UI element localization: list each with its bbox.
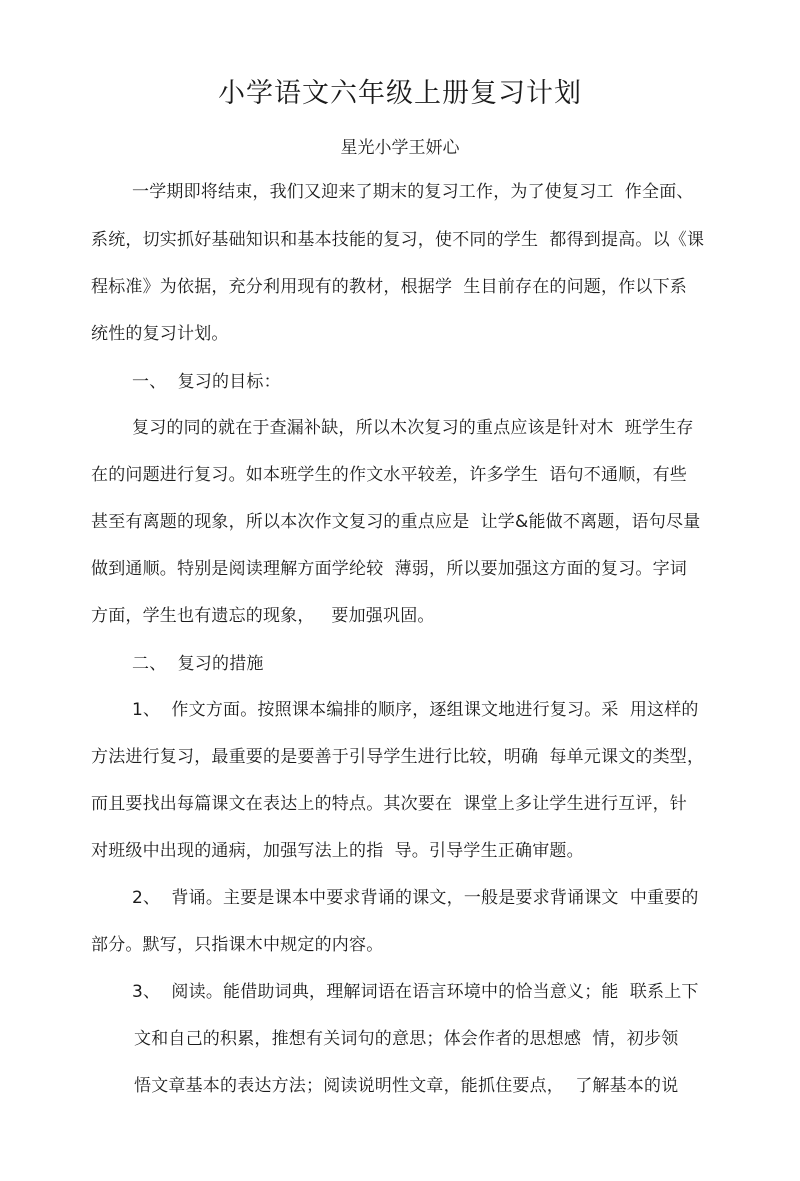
paragraph-line: 文和自己的积累，推想有关词句的意思；体会作者的思想感 情，初步领 [134, 1029, 679, 1049]
paragraph-line: 一学期即将结束，我们又迎来了期末的复习工作，为了使复习工 作全面、 [132, 182, 694, 202]
document-author: 星光小学王妍心 [340, 138, 460, 158]
paragraph-line: 在的问题进行复习。如本班学生的作文水平较差，许多学生 语句不通顺，有些 [91, 465, 688, 485]
paragraph-line: 复习的同的就在于查漏补缺，所以木次复习的重点应该是针对木 班学生存 [132, 418, 694, 438]
paragraph-line: 方面，学生也有遗忘的现象， 要加强巩固。 [91, 606, 435, 626]
paragraph-line: 方法进行复习，最重要的是要善于引导学生进行比较，明确 每单元课文的类型， [91, 747, 705, 767]
paragraph-line: 而且要找出每篇课文在表达上的特点。其次要在 课堂上多让学生进行互评，针 [91, 794, 688, 814]
paragraph-line: 2、 背诵。主要是课本中要求背诵的课文，一般是要求背诵课文 中重要的 [132, 888, 699, 908]
paragraph-line: 1、 作文方面。按照课本编排的顺序，逐组课文地进行复习。采 用这样的 [132, 700, 699, 720]
paragraph-line: 甚至有离题的现象，所以本次作文复习的重点应是 让学&能做不离题，语句尽量 [91, 512, 701, 532]
paragraph-line: 对班级中出现的通病，加强写法上的指 导。引导学生正确审题。 [91, 841, 584, 861]
paragraph-line: 统性的复习计划。 [91, 324, 229, 344]
paragraph-line: 部分。默写，只指课木中规定的内容。 [91, 935, 384, 955]
paragraph-line: 程标准》为依据，充分利用现有的教材，根据学 生目前存在的问题，作以下系 [91, 277, 688, 297]
paragraph-line: 做到通顺。特别是阅读理解方面学纶较 薄弱，所以要加强这方面的复习。字词 [91, 559, 688, 579]
paragraph-line: 系统，切实抓好基础知识和基本技能的复习，使不同的学生 都得到提高。以《课 [91, 230, 705, 250]
section-heading: 一、 复习的目标： [132, 372, 281, 392]
paragraph-line: 3、 阅读。能借助词典，理解词语在语言环境中的恰当意义；能 联系上下 [132, 982, 699, 1002]
section-heading: 二、 复习的措施 [132, 654, 264, 674]
document-title: 小学语文六年级上册复习计划 [218, 78, 582, 109]
paragraph-line: 悟文章基本的表达方法；阅读说明性文章，能抓住要点， 了解基本的说 [134, 1076, 679, 1096]
